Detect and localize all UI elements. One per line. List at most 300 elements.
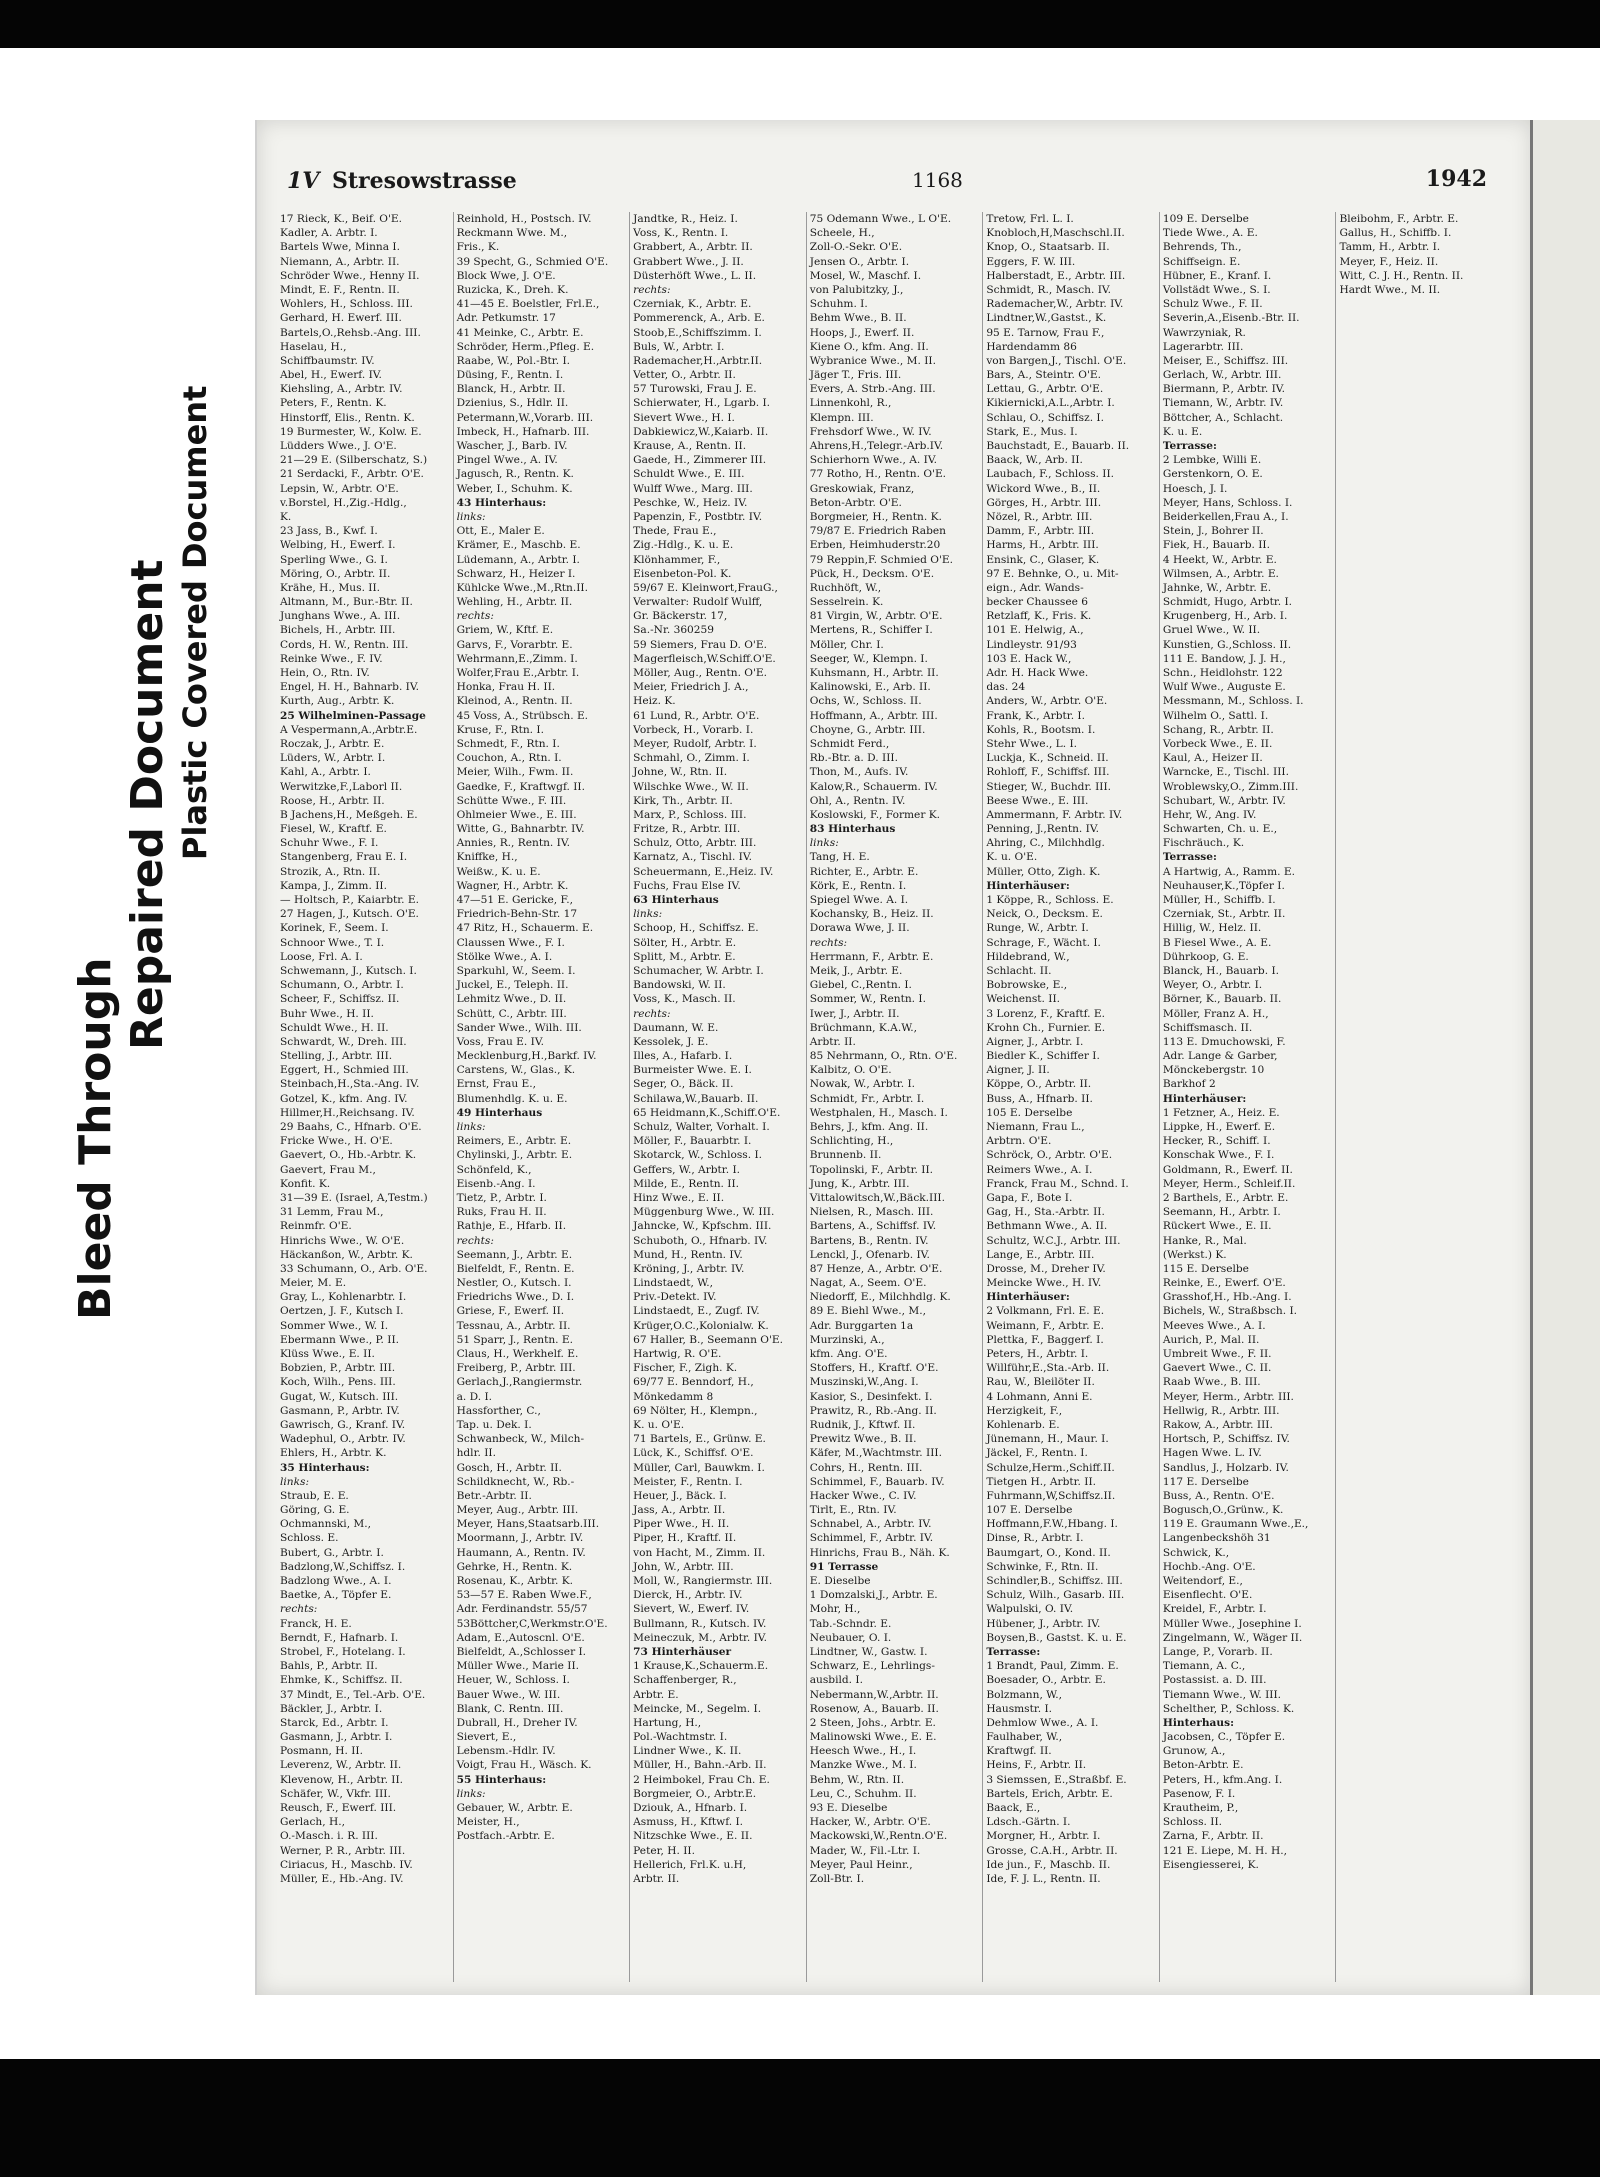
directory-entry: Johne, W., Rtn. II. (633, 766, 728, 779)
directory-entry: Buss, A., Rentn. O'E. (1162, 1489, 1275, 1502)
directory-entry: Juckel, E., Teleph. II. (456, 979, 569, 992)
directory-entry: Gaedke, F., Kraftwgf. II. (456, 780, 585, 793)
directory-entry: Adr. Burggarten 1a (809, 1319, 914, 1332)
directory-entry: Buls, W., Arbtr. I. (633, 340, 725, 353)
directory-entry: Leu, C., Schuhm. II. (809, 1787, 917, 1800)
directory-entry: 2 Barthels, E., Arbtr. E. (1162, 1191, 1289, 1204)
directory-entry: Schrage, F., Wächt. I. (986, 936, 1101, 949)
directory-entry: Moll, W., Rangiermstr. III. (633, 1575, 773, 1587)
directory-entry: Adr. Petkumstr. 17 (456, 312, 556, 325)
directory-entry: Blanck, H., Bauarb. I. (1162, 964, 1280, 977)
directory-entry: Schubart, W., Arbtr. IV. (1162, 794, 1286, 807)
directory-entry: Gasmann, P., Arbtr. IV. (280, 1404, 400, 1417)
directory-entry: 103 E. Hack W., (986, 652, 1072, 665)
page-header (282, 168, 1507, 208)
directory-entry: Schmidt Ferd., (809, 737, 890, 750)
directory-entry: K. (280, 510, 292, 523)
directory-entry: Prawitz, R., Rb.-Ang. II. (809, 1404, 937, 1417)
directory-page (255, 120, 1532, 1995)
directory-entry: Schnoor Wwe., T. I. (280, 936, 385, 949)
directory-entry: Reusch, F., Ewerf. III. (280, 1802, 397, 1814)
directory-entry: Müggenburg Wwe., W. III. (633, 1206, 775, 1219)
directory-entry: Müller, E., Hb.-Ang. IV. (280, 1872, 404, 1885)
directory-entry: Meier, M. E. (280, 1277, 347, 1290)
directory-entry: Wehrmann,E.,Zimm. I. (456, 652, 578, 665)
directory-entry: Badzlong Wwe., A. I. (280, 1575, 392, 1587)
directory-entry: Jensen O., Arbtr. I. (809, 255, 910, 268)
directory-entry: Honka, Frau H. II. (456, 681, 556, 694)
directory-entry: Heins, F., Arbtr. II. (986, 1759, 1087, 1772)
directory-entry: Krugenberg, H., Arb. I. (1162, 610, 1288, 623)
directory-entry: Tamm, H., Arbtr. I. (1339, 241, 1441, 254)
directory-entry: Weichenst. II. (986, 993, 1061, 1006)
directory-entry: Ohlmeier Wwe., E. III. (456, 808, 577, 821)
directory-entry: Berndt, F., Hafnarb. I. (280, 1631, 399, 1644)
directory-entry: Witte, G., Bahnarbtr. IV. (456, 823, 585, 836)
directory-entry: Voss, K., Masch. II. (633, 993, 736, 1006)
directory-entry: Gray, L., Kohlenarbtr. I. (280, 1291, 407, 1304)
directory-entry: Bogusch,O.,Grünw., K. (1162, 1504, 1284, 1517)
directory-entry: Hübner, E., Kranf. I. (1162, 269, 1272, 282)
directory-entry: Wulff Wwe., Marg. III. (633, 482, 753, 495)
directory-entry: Dehmlow Wwe., A. I. (986, 1716, 1099, 1729)
directory-entry: Mund, H., Rentn. IV. (633, 1248, 743, 1261)
directory-entry: Manzke Wwe., M. I. (809, 1759, 917, 1772)
directory-entry: Krause, A., Rentn. II. (633, 440, 747, 452)
directory-entry: Hinz Wwe., E. II. (633, 1191, 725, 1204)
directory-entry: 2 Volkmann, Frl. E. E. (986, 1305, 1105, 1318)
directory-entry: Schnabel, A., Arbtr. IV. (809, 1518, 932, 1531)
directory-entry: Görges, H., Arbtr. III. (986, 496, 1102, 509)
directory-entry: Bartels,O.,Rehsb.-Ang. III. (280, 326, 421, 339)
directory-entry: Möring, O., Arbtr. II. (280, 567, 391, 580)
directory-entry: Mönkedamm 8 (633, 1390, 714, 1403)
directory-entry: Schröck, O., Arbtr. O'E. (986, 1149, 1113, 1162)
directory-entry: Freiberg, P., Arbtr. III. (456, 1362, 576, 1375)
directory-entry: Sparkuhl, W., Seem. I. (456, 964, 576, 977)
next-page-edge (1530, 120, 1600, 1995)
directory-entry: Wawrzyniak, R. (1162, 326, 1246, 339)
directory-entry: Wagner, H., Arbtr. K. (456, 879, 569, 892)
directory-entry: 61 Lund, R., Arbtr. O'E. (633, 709, 760, 722)
directory-entry: 19 Burmester, W., Kolw. E. (280, 425, 422, 438)
directory-entry: Bolzmann, W., (986, 1688, 1062, 1701)
directory-entry: Dabkiewicz,W.,Kaiarb. II. (633, 425, 769, 438)
directory-entry: Gugat, W., Kutsch. III. (280, 1390, 399, 1403)
directory-entry: Imbeck, H., Hafnarb. III. (456, 425, 590, 438)
directory-columns (277, 212, 1512, 1982)
directory-entry: Lüdders Wwe., J. O'E. (280, 440, 397, 452)
directory-entry: Hoesch, J. I. (1162, 482, 1228, 495)
directory-entry: Hildebrand, W., (986, 950, 1070, 963)
directory-entry: Priv.-Detekt. IV. (633, 1291, 717, 1304)
directory-entry: Daumann, W. E. (633, 1021, 719, 1034)
directory-entry: Nielsen, R., Masch. III. (809, 1206, 934, 1219)
directory-entry: Fiek, H., Bauarb. II. (1162, 539, 1270, 552)
directory-entry: 111 E. Bandow, J. J. H., (1162, 652, 1286, 665)
directory-entry: Peters, F., Rentn. K. (280, 397, 387, 410)
directory-entry: Kasior, S., Desinfekt. I. (809, 1390, 933, 1403)
directory-entry: Schmidt, Fr., Arbtr. I. (809, 1092, 925, 1105)
directory-entry: Mackowski,W.,Rentn.O'E. (809, 1830, 948, 1843)
directory-entry: Junghans Wwe., A. III. (280, 610, 401, 623)
directory-column (1160, 212, 1337, 1982)
directory-entry: Kalinowski, E., Arb. II. (809, 681, 931, 694)
directory-entry: Gerlach, W., Arbtr. III. (1162, 369, 1282, 382)
directory-entry: Kadler, A. Arbtr. I. (280, 227, 378, 240)
directory-entry: Dierck, H., Arbtr. IV. (633, 1589, 743, 1602)
directory-entry: Meyer, Hans,Staatsarb.III. (456, 1518, 600, 1531)
directory-entry: Westphalen, H., Masch. I. (809, 1106, 948, 1119)
directory-entry: 107 E. Derselbe (986, 1504, 1073, 1517)
top-black-border (0, 0, 1600, 48)
directory-entry: Kiehsling, A., Arbtr. IV. (280, 383, 403, 396)
directory-entry: Gebauer, W., Arbtr. E. (456, 1802, 573, 1814)
directory-entry: Greskowiak, Franz, (809, 482, 915, 495)
directory-entry: Tietgen H., Arbtr. II. (986, 1475, 1096, 1488)
directory-entry: links: (633, 908, 663, 921)
directory-entry: Schwemann, J., Kutsch. I. (280, 964, 417, 977)
directory-entry: Schloss. II. (1162, 1816, 1223, 1829)
directory-entry: Möller, Chr. I. (809, 638, 884, 651)
directory-entry: Kunstien, G.,Schloss. II. (1162, 638, 1292, 651)
directory-entry: 73 Hinterhäuser (633, 1645, 732, 1658)
directory-entry: Schönfeld, K., (456, 1163, 532, 1176)
directory-entry: links: (456, 1121, 486, 1133)
directory-entry: Wickord Wwe., B., II. (986, 482, 1101, 495)
directory-entry: Jäckel, F., Rentn. I. (986, 1447, 1088, 1460)
directory-entry: Stelling, J., Arbtr. III. (280, 1050, 393, 1063)
directory-entry: Meik, J., Arbtr. E. (809, 964, 903, 977)
directory-entry: Seger, O., Bäck. II. (633, 1078, 734, 1091)
directory-entry: 4 Lohmann, Anni E. (986, 1390, 1093, 1403)
directory-entry: Hübener, J., Arbtr. IV. (986, 1617, 1101, 1630)
directory-entry: Claus, H., Werkhelf. E. (456, 1348, 579, 1360)
directory-entry: Arbtr. II. (809, 1035, 856, 1048)
directory-entry: Schuldt Wwe., E. III. (633, 468, 745, 481)
directory-entry: Severin,A.,Eisenb.-Btr. II. (1162, 312, 1300, 325)
directory-entry: Schang, R., Arbtr. II. (1162, 723, 1274, 736)
directory-entry: Ruchhöft, W., (809, 581, 882, 594)
directory-entry: Voss, Frau E. IV. (456, 1035, 544, 1048)
directory-entry: Faulhaber, W., (986, 1731, 1063, 1744)
directory-entry: Blumenhdlg. K. u. E. (456, 1092, 568, 1105)
directory-entry: Schimmel, F., Bauarb. IV. (809, 1475, 945, 1488)
directory-entry: Scheer, F., Schiffsz. II. (280, 993, 400, 1006)
directory-entry: Pol.-Wachtmstr. I. (633, 1731, 728, 1744)
directory-entry: Sievert, E., (456, 1731, 517, 1744)
directory-entry: Lange, E., Arbtr. III. (986, 1248, 1095, 1261)
directory-entry: Borgmeier, O., Arbtr.E. (633, 1787, 757, 1800)
directory-entry: Lenckl, J., Ofenarb. IV. (809, 1248, 930, 1261)
directory-entry: Hoffmann, A., Arbtr. III. (809, 709, 938, 722)
directory-entry: Meier, Friedrich J. A., (633, 681, 749, 694)
directory-entry: Klempn. III. (809, 411, 874, 424)
directory-entry: Ammermann, F. Arbtr. IV. (986, 808, 1123, 821)
directory-entry: Zig.-Hdlg., K. u. E. (633, 539, 734, 552)
directory-entry: Gag, H., Sta.-Arbtr. II. (986, 1206, 1105, 1219)
directory-entry: links: (809, 837, 839, 850)
directory-column (983, 212, 1160, 1982)
directory-entry: Möller, Aug., Rentn. O'E. (633, 667, 767, 679)
directory-column (454, 212, 631, 1982)
directory-entry: Muszinski,W.,Ang. I. (809, 1376, 919, 1389)
directory-entry: Schiffsmasch. II. (1162, 1021, 1253, 1034)
directory-entry: Hardendamm 86 (986, 340, 1077, 353)
directory-entry: Hoops, J., Ewerf. II. (809, 326, 915, 339)
directory-entry: Möller, Franz A. H., (1162, 1007, 1269, 1020)
directory-entry: Sievert, W., Ewerf. IV. (633, 1603, 750, 1616)
directory-entry: Düsing, F., Rentn. I. (456, 369, 564, 382)
directory-entry: Stangenberg, Frau E. I. (280, 851, 408, 864)
directory-entry: Reimers, E., Arbtr. E. (456, 1135, 572, 1148)
directory-entry: Krähe, H., Mus. II. (280, 581, 381, 594)
directory-entry: Jäger T., Fris. III. (809, 369, 902, 382)
directory-entry: Beese Wwe., E. III. (986, 794, 1089, 807)
directory-entry: Werwitzke,F.,Laborl II. (280, 780, 403, 793)
directory-entry: Brunnenb. II. (809, 1149, 882, 1162)
directory-entry: Walpulski, O. IV. (986, 1603, 1074, 1616)
directory-entry: Meeves Wwe., A. I. (1162, 1319, 1266, 1332)
directory-entry: Garvs, F., Vorarbtr. E. (456, 638, 573, 651)
directory-entry: 27 Hagen, J., Kutsch. O'E. (280, 908, 419, 921)
directory-entry: Niemann, A., Arbtr. II. (280, 255, 400, 268)
directory-entry: von Hacht, M., Zimm. II. (633, 1546, 766, 1559)
directory-entry: 83 Hinterhaus (809, 823, 896, 836)
directory-entry: Magerfleisch,W.Schiff.O'E. (633, 652, 776, 665)
directory-entry: Voigt, Frau H., Wäsch. K. (456, 1759, 592, 1772)
directory-entry: Gehrke, H., Rentn. K. (456, 1560, 573, 1573)
directory-entry: Böttcher, A., Schlacht. (1162, 411, 1284, 424)
directory-entry: Thon, M., Aufs. IV. (809, 766, 909, 779)
directory-entry: Schoop, H., Schiffsz. E. (633, 922, 759, 935)
directory-entry: Adr. Ferdinandstr. 55/57 (456, 1603, 588, 1616)
directory-entry: Schwick, K., (1162, 1546, 1230, 1559)
directory-entry: Schiffbaumstr. IV. (280, 354, 375, 367)
directory-entry: Schulz Wwe., F. II. (1162, 298, 1263, 311)
directory-entry: Hortsch, P., Schiffsz. IV. (1162, 1433, 1290, 1446)
directory-entry: Tap. u. Dek. I. (456, 1418, 532, 1431)
directory-entry: Bobrowske, E., (986, 979, 1068, 992)
directory-entry: Badzlong,W.,Schiffsz. I. (280, 1560, 406, 1573)
directory-entry: Gerstenkorn, O. E. (1162, 468, 1263, 481)
directory-entry: Roose, H., Arbtr. II. (280, 794, 385, 807)
directory-entry: Burmeister Wwe. E. I. (633, 1064, 752, 1077)
directory-entry: 65 Heidmann,K.,Schiff.O'E. (633, 1106, 781, 1119)
directory-entry: rechts: (809, 936, 848, 949)
directory-entry: Scheuermann, E.,Heiz. IV. (633, 865, 774, 878)
directory-entry: Boesader, O., Arbtr. E. (986, 1674, 1106, 1687)
directory-entry: Malinowski Wwe., E. E. (809, 1731, 937, 1744)
directory-entry: Meister, F., Rentn. I. (633, 1475, 743, 1488)
directory-entry: Bielfeldt, A.,Schlosser I. (456, 1645, 587, 1658)
directory-entry: Börner, K., Bauarb. II. (1162, 993, 1282, 1006)
directory-entry: Seeger, W., Klempn. I. (809, 652, 928, 665)
directory-entry: Reinke, E., Ewerf. O'E. (1162, 1277, 1286, 1290)
directory-entry: Ahring, C., Milchhdlg. (986, 837, 1105, 850)
directory-entry: Vorbeck, H., Vorarb. I. (633, 723, 754, 736)
directory-entry: Bubert, G., Arbtr. I. (280, 1546, 384, 1559)
directory-entry: Bahls, P., Arbtr. II. (280, 1660, 378, 1673)
directory-entry: Fiesel, W., Kraftf. E. (280, 823, 387, 836)
directory-entry: Vorbeck Wwe., E. II. (1162, 737, 1273, 750)
directory-entry: Dorawa Wwe, J. II. (809, 922, 910, 935)
directory-entry: Blank, C. Rentn. III. (456, 1702, 564, 1715)
directory-entry: Eggert, H., Schmied III. (280, 1064, 409, 1077)
directory-entry: 93 E. Dieselbe (809, 1802, 888, 1814)
directory-entry: rechts: (280, 1603, 318, 1616)
directory-entry: E. Dieselbe (809, 1575, 871, 1587)
directory-entry: Hanke, R., Mal. (1162, 1234, 1247, 1247)
directory-entry: Mohr, H., (809, 1603, 861, 1616)
directory-entry: Schlacht. II. (986, 964, 1052, 977)
directory-entry: Meyer, F., Heiz. II. (1339, 255, 1439, 268)
directory-entry: Bäckler, J., Arbtr. I. (280, 1702, 383, 1715)
directory-entry: Krüger,O.C.,Kolonialw. K. (633, 1319, 769, 1332)
directory-entry: Nagat, A., Seem. O'E. (809, 1277, 927, 1290)
directory-entry: Wilhelm O., Sattl. I. (1162, 709, 1269, 722)
directory-entry: Hoffmann,F.W.,Hbang. I. (986, 1518, 1118, 1531)
directory-entry: Ohl, A., Rentn. IV. (809, 794, 906, 807)
directory-entry: 25 Wilhelminen-Passage (280, 709, 426, 722)
directory-entry: Schütte Wwe., F. III. (456, 794, 567, 807)
directory-entry: Stein, J., Bohrer II. (1162, 525, 1264, 538)
directory-entry: Köppe, O., Arbtr. II. (986, 1078, 1092, 1091)
directory-entry: Mindt, E. F., Rentn. II. (280, 283, 400, 296)
directory-entry: rechts: (456, 1234, 494, 1247)
directory-entry: Koch, Wilh., Pens. III. (280, 1376, 396, 1389)
directory-entry: Tessnau, A., Arbtr. II. (456, 1319, 571, 1332)
directory-entry: 4 Heekt, W., Arbtr. E. (1162, 553, 1277, 566)
directory-entry: Schlichting, H., (809, 1135, 894, 1148)
directory-entry: Düsterhöft Wwe., L. II. (633, 269, 757, 282)
directory-entry: Schwinke, F., Rtn. II. (986, 1560, 1099, 1573)
directory-entry: 37 Mindt, E., Tel.-Arb. O'E. (280, 1688, 426, 1701)
directory-column (277, 212, 454, 1982)
directory-entry: Hinterhäuser: (986, 1291, 1070, 1304)
directory-entry: Lettau, G., Arbtr. O'E. (986, 383, 1104, 396)
directory-entry: links: (456, 510, 486, 523)
directory-entry: Ochs, W., Schloss. II. (809, 695, 922, 708)
directory-entry: links: (280, 1475, 310, 1488)
directory-entry: Tirlt, E., Rtn. IV. (809, 1504, 897, 1517)
directory-year: 1942 (1425, 166, 1487, 192)
directory-entry: Seemann, J., Arbtr. E. (456, 1248, 573, 1261)
directory-entry: John, W., Arbtr. III. (633, 1560, 734, 1573)
directory-entry: Frehsdorf Wwe., W. IV. (809, 425, 932, 438)
directory-entry: Grasshof,H., Hb.-Ang. I. (1162, 1291, 1292, 1304)
directory-entry: 57 Turowski, Frau J. E. (633, 383, 757, 396)
directory-entry: Herrmann, F., Arbtr. E. (809, 950, 934, 963)
directory-entry: Haselau, H., (280, 340, 347, 353)
directory-entry: Behrends, Th., (1162, 241, 1242, 254)
directory-entry: Dzienius, S., Hdlr. II. (456, 397, 569, 410)
directory-entry: Konfit. K. (280, 1177, 331, 1190)
directory-entry: Schröder Wwe., Henny II. (280, 269, 420, 282)
directory-entry: a. D. I. (456, 1390, 493, 1403)
directory-entry: 117 E. Derselbe (1162, 1475, 1249, 1488)
directory-entry: Murzinski, A., (809, 1333, 885, 1346)
directory-entry: becker Chaussee 6 (986, 596, 1089, 609)
directory-entry: Schumann, O., Arbtr. I. (280, 979, 404, 992)
directory-entry: 2 Steen, Johs., Arbtr. E. (809, 1716, 936, 1729)
directory-entry: Luckja, K., Schneid. II. (986, 752, 1109, 765)
directory-entry: Hinrichs Wwe., W. O'E. (280, 1234, 405, 1247)
directory-entry: Jahnke, W., Arbtr. E. (1162, 581, 1272, 594)
directory-entry: Lepsin, W., Arbtr. O'E. (280, 482, 399, 495)
directory-entry: Aigner, J. II. (986, 1064, 1050, 1077)
directory-entry: Mönckebergstr. 10 (1162, 1064, 1265, 1077)
directory-entry: 87 Henze, A., Arbtr. O'E. (809, 1262, 943, 1275)
directory-entry: Peters, H., kfm.Ang. I. (1162, 1773, 1283, 1786)
directory-entry: Damm, F., Arbtr. III. (986, 525, 1095, 538)
directory-entry: 31 Lemm, Frau M., (280, 1206, 384, 1219)
directory-entry: Rosenow, A., Bauarb. II. (809, 1702, 939, 1715)
directory-entry: Gerhard, H. Ewerf. III. (280, 312, 402, 325)
directory-entry: 41—45 E. Boelstler, Frl.E., (456, 298, 600, 311)
directory-entry: Kirk, Th., Arbtr. II. (633, 794, 733, 807)
directory-entry: Arbtr. II. (633, 1872, 680, 1885)
directory-entry: 23 Jass, B., Kwf. I. (280, 525, 378, 538)
directory-entry: Nözel, R., Arbtr. III. (986, 510, 1093, 523)
directory-entry: Lebensm.-Hdlr. IV. (456, 1745, 556, 1758)
directory-entry: Weitendorf, E., (1162, 1575, 1243, 1587)
directory-entry: Friedrichs Wwe., D. I. (456, 1291, 575, 1304)
directory-entry: Dubrall, H., Dreher IV. (456, 1716, 578, 1729)
directory-entry: Marx, P., Schloss. III. (633, 808, 747, 821)
directory-entry: Fris., K. (456, 241, 500, 254)
directory-entry: Papenzin, F., Postbtr. IV. (633, 510, 763, 523)
directory-entry: Gawrisch, G., Kranf. IV. (280, 1418, 406, 1431)
directory-entry: Rademacher,H.,Arbtr.II. (633, 354, 763, 367)
directory-entry: Schmedt, F., Rtn. I. (456, 737, 560, 750)
directory-entry: Grunow, A., (1162, 1745, 1226, 1758)
directory-entry: Biermann, P., Arbtr. IV. (1162, 383, 1285, 396)
directory-entry: Ide jun., F., Maschb. II. (986, 1858, 1111, 1871)
directory-entry: 41 Meinke, C., Arbtr. E. (456, 326, 584, 339)
directory-entry: Hinstorff, Elis., Rentn. K. (280, 411, 415, 424)
directory-entry: Schaffenberger, R., (633, 1674, 737, 1687)
directory-entry: Leverenz, W., Arbtr. II. (280, 1759, 402, 1772)
directory-entry: Wolfer,Frau E.,Arbtr. I. (456, 667, 580, 679)
directory-entry: Iwer, J., Arbtr. II. (809, 1007, 900, 1020)
directory-entry: Ruzicka, K., Dreh. K. (456, 283, 569, 296)
directory-entry: Rademacher,W., Arbtr. IV. (986, 298, 1124, 311)
directory-entry: Oertzen, J. F., Kutsch I. (280, 1305, 404, 1318)
directory-column (1336, 212, 1512, 1982)
directory-entry: Aurich, P., Mal. II. (1162, 1333, 1260, 1346)
directory-entry: Kruse, F., Rtn. I. (456, 723, 544, 736)
directory-entry: Kahl, A., Arbtr. I. (280, 766, 371, 779)
directory-entry: Jahncke, W., Kpfschm. III. (633, 1220, 772, 1233)
directory-entry: Müller Wwe., Marie II. (456, 1660, 580, 1673)
directory-entry: Splitt, M., Arbtr. E. (633, 950, 736, 963)
directory-entry: 91 Terrasse (809, 1560, 879, 1573)
directory-entry: 63 Hinterhaus (633, 894, 719, 906)
directory-entry: Kalbitz, O. O'E. (809, 1064, 892, 1077)
directory-entry: Meier, Wilh., Fwm. II. (456, 766, 574, 779)
directory-entry: Rb.-Btr. a. D. III. (809, 752, 898, 765)
directory-entry: Heuer, W., Schloss. I. (456, 1674, 570, 1687)
directory-entry: Giebel, C.,Rentn. I. (809, 979, 912, 992)
directory-entry: Möller, F., Bauarbtr. I. (633, 1135, 752, 1148)
plastic-covered-label: Plastic Covered Document (176, 385, 214, 860)
directory-entry: Lindner Wwe., K. II. (633, 1745, 742, 1758)
directory-entry: Hinrichs, Frau B., Näh. K. (809, 1546, 950, 1559)
directory-entry: Milde, E., Rentn. II. (633, 1177, 740, 1190)
directory-entry: Schwardt, W., Dreh. III. (280, 1035, 407, 1048)
directory-entry: Mader, W., Fil.-Ltr. I. (809, 1844, 921, 1857)
